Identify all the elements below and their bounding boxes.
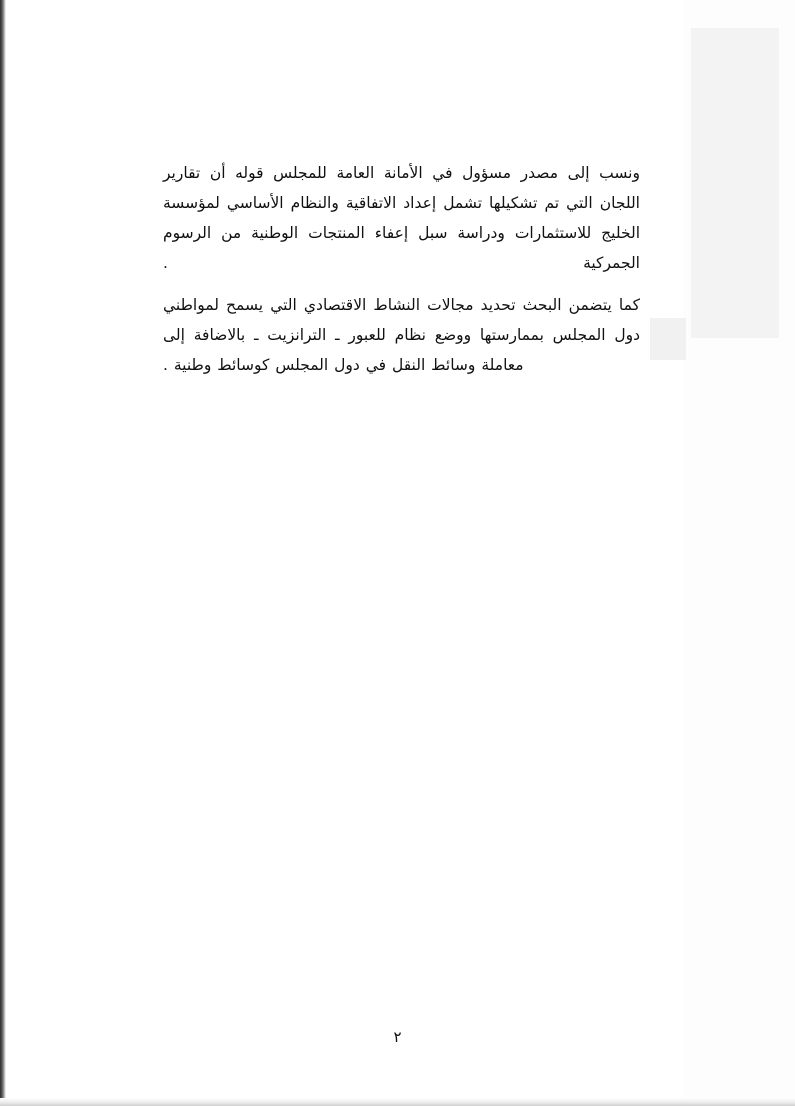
scan-bed-patch-top: [691, 28, 779, 338]
paragraph-2: كما يتضمن البحث تحديد مجالات النشاط الاقتصادي التي يسمح لمواطني دول المجلس بممارستها ووضع نظام للعبور ـ الترانزيت ـ بالاضافة إلى معاملة وسائط النقل في دول المجلس كوسائط وطنية .: [163, 296, 640, 374]
page-number: ٢: [393, 1028, 402, 1046]
scan-bottom-edge-shadow: [0, 1098, 795, 1106]
scan-bed-patch-middle: [650, 318, 686, 360]
paragraph-1: ونسب إلى مصدر مسؤول في الأمانة العامة للمجلس قوله أن تقارير اللجان التي تم تشكيلها تشمل إعداد الاتفاقية والنظام الأساسي لمؤسسة الخليج للاستثمارات ودراسة سبل إعفاء المنتجات الوطنية من الرسوم الجمركية .: [163, 164, 640, 272]
body-text-block: [163, 158, 640, 380]
scan-left-edge-shadow: [0, 0, 6, 1106]
